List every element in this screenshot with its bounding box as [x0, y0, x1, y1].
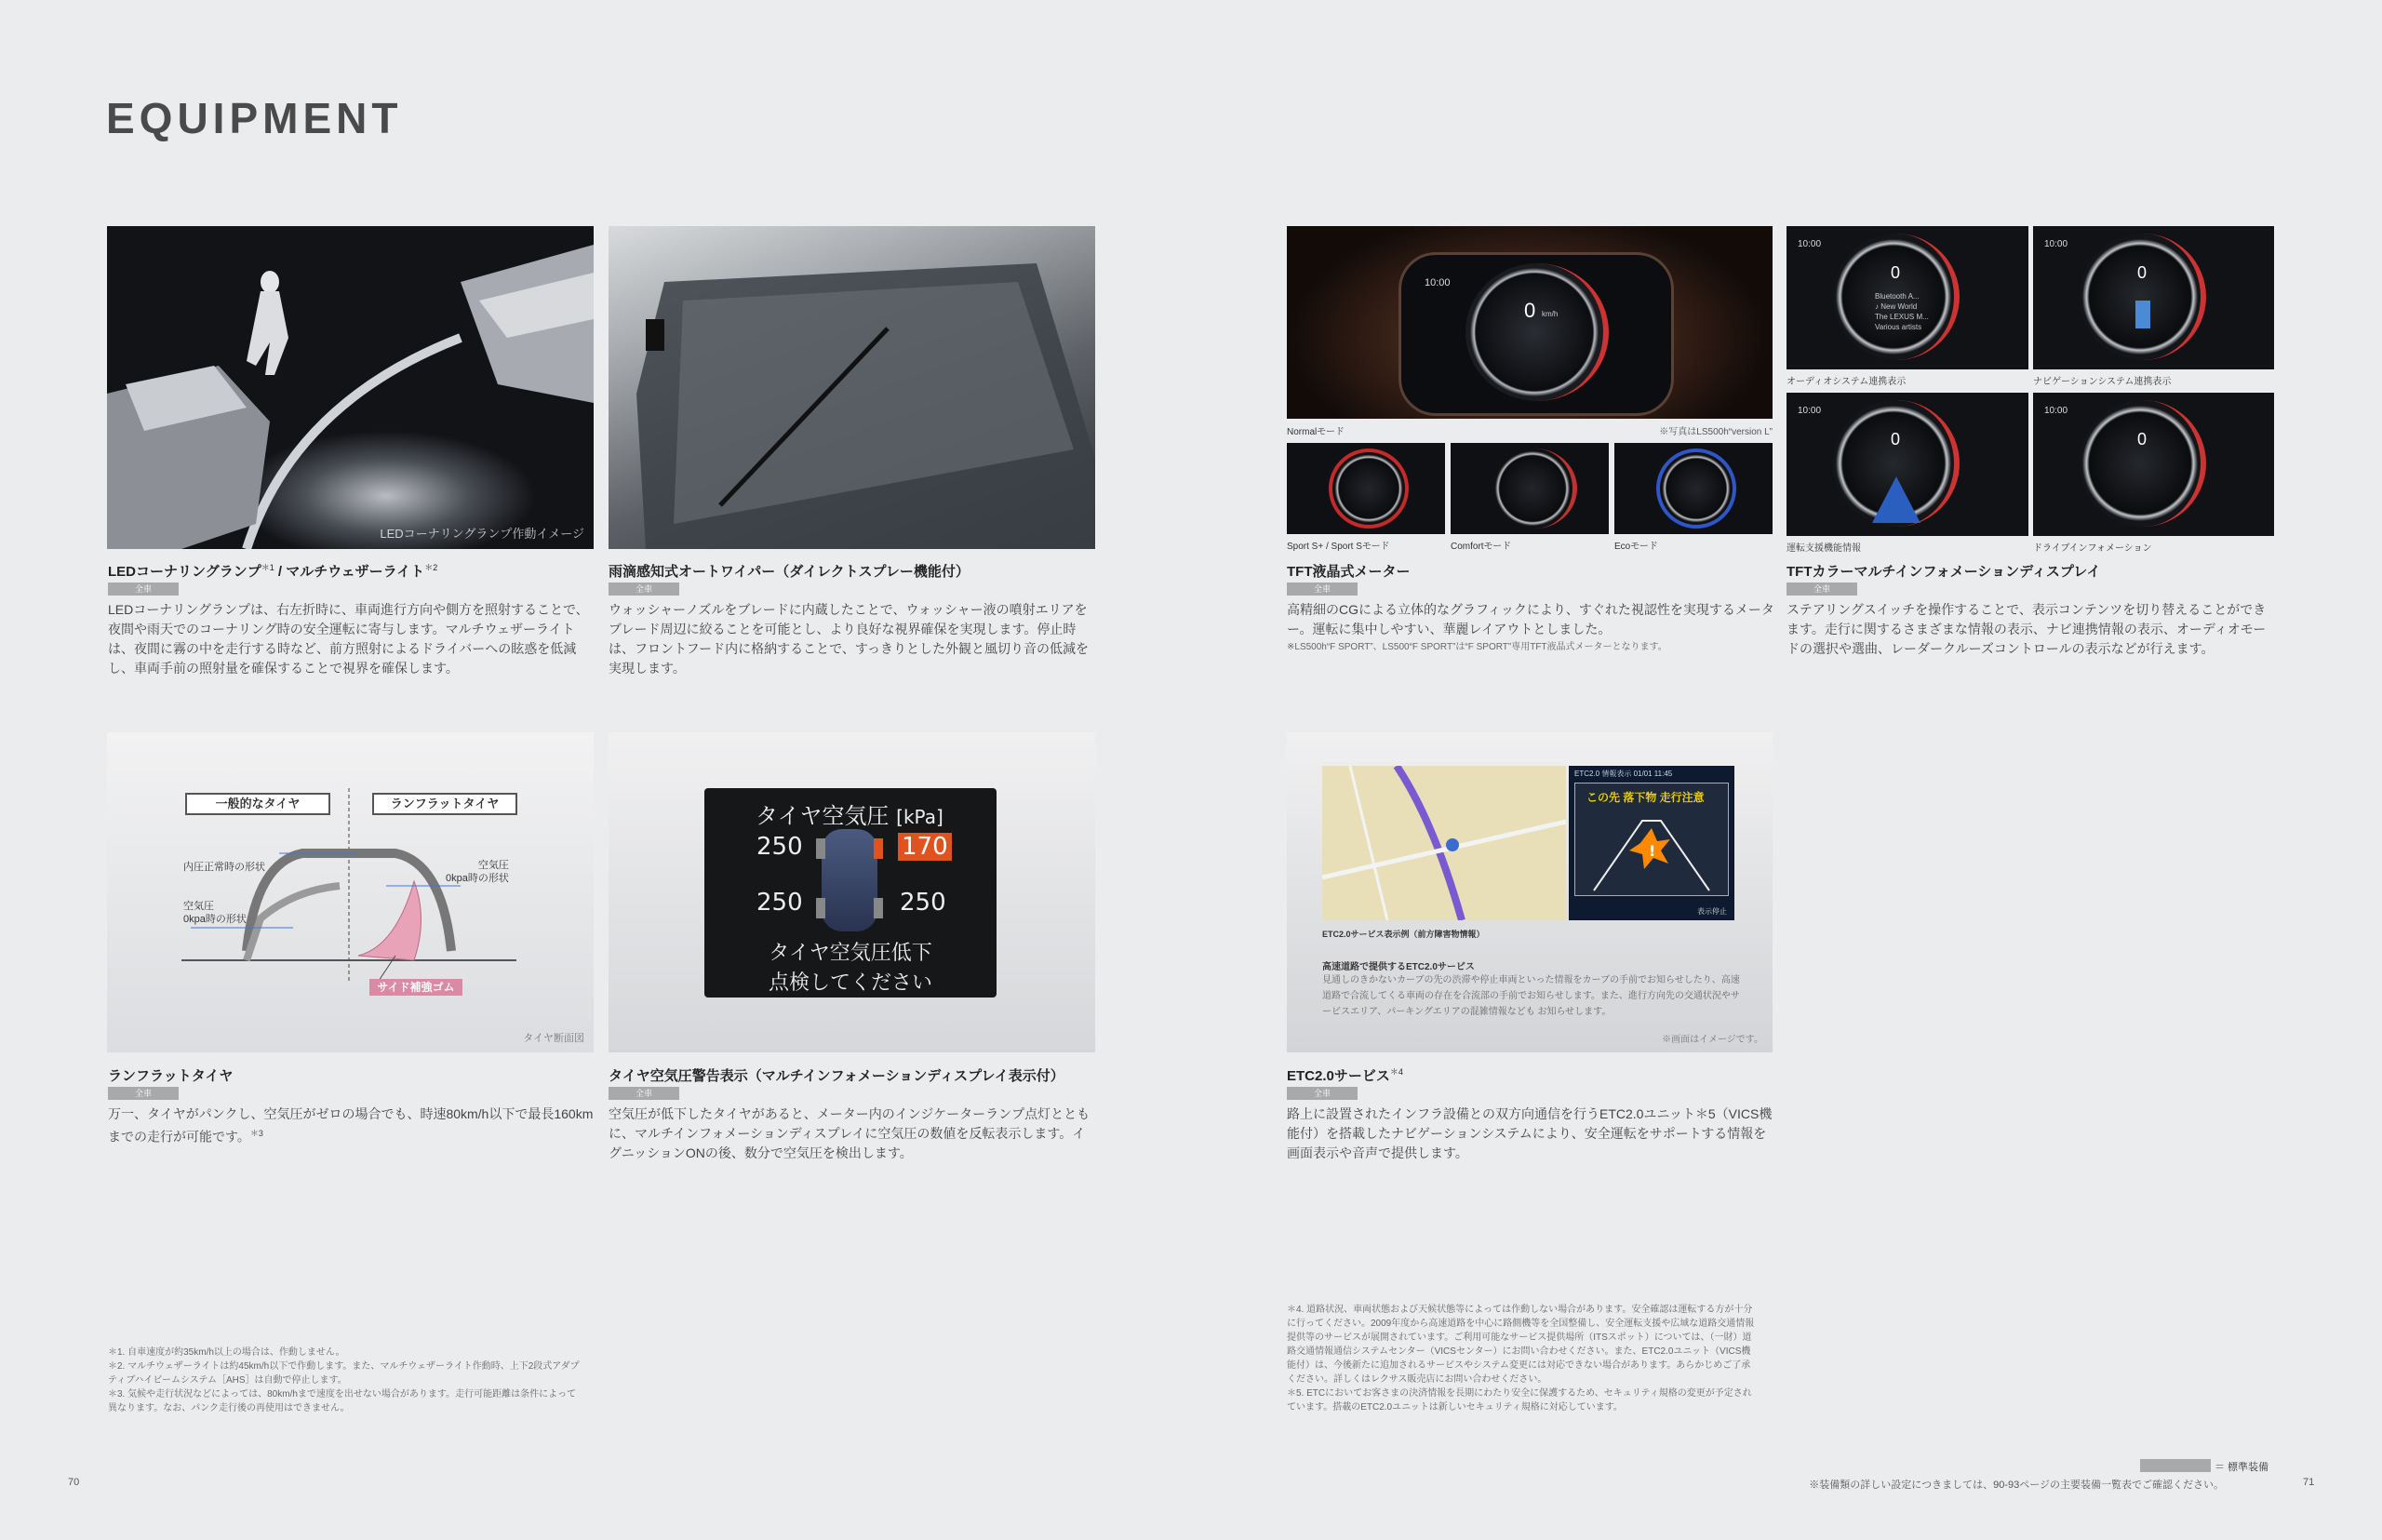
mid-body: ステアリングスイッチを操作することで、表示コンテンツを切り替えることができます。走行に関するさまざまな情報の表示、ナビ連携情報の表示、オーディオモードの選択や選曲、レーダークルーズコントロールの表示などが行えます。	[1786, 602, 2267, 656]
footnotes-left	[108, 1346, 584, 1415]
standard-badge: 全車	[1287, 1087, 1358, 1100]
page-number-right: 71	[2303, 1477, 2315, 1488]
etc-title: ETC2.0サービス$^{*4}$	[1287, 1067, 1403, 1084]
clock-text: 10:00	[1798, 239, 1822, 249]
zero-pressure-right: 空気圧 0kpa時の形状	[446, 860, 509, 884]
drive-assist-photo	[1786, 393, 2028, 536]
audio-info: Bluetooth A... ♪ New World The LEXUS M... Various artists	[1875, 292, 1929, 331]
audio-display-photo	[1786, 226, 2028, 369]
speed-text: 0	[2137, 430, 2148, 449]
speed-text: 0	[2137, 263, 2148, 282]
tire-rr-value: 250	[900, 889, 946, 917]
tire-fl-value: 250	[756, 833, 803, 861]
wiper-title: 雨滴感知式オートワイパー（ダイレクトスプレー機能付）	[609, 564, 970, 580]
footnotes-right	[1287, 1303, 1760, 1414]
tpms-screen	[704, 788, 997, 998]
speed-text: 0	[1524, 299, 1536, 322]
nav-arrow-icon	[2135, 301, 2150, 328]
footnote-3: ＊3. 気候や走行状況などによっては、80km/hまで速度を出せない場合があります。走行可能距離は条件によって異なります。なお、パンク走行後の再使用はできません。	[108, 1389, 577, 1413]
etc-sub-title: 高速道路で提供するETC2.0サービス	[1322, 962, 1475, 972]
audio-display-label: オーディオシステム連携表示	[1786, 377, 1907, 387]
clock-text: 10:00	[1798, 406, 1822, 416]
tire-rl-value: 250	[756, 889, 803, 917]
clock-text: 10:00	[2044, 406, 2068, 416]
runflat-title: ランフラットタイヤ	[108, 1068, 234, 1084]
nav-map	[1322, 766, 1566, 920]
footnote-2: ＊2. マルチウェザーライトは約45km/h以下で作動します。また、マルチウェザーライト作動時、上下2段式アダプティブハイビームシステム［AHS］は自動で停止します。	[108, 1361, 580, 1386]
speed-text: 0	[1891, 430, 1901, 449]
nav-display-label: ナビゲーションシステム連携表示	[2033, 377, 2172, 387]
zero-pressure-left: 空気圧 0kpa時の形状	[183, 901, 247, 925]
led-title: LEDコーナリングランプ$^{*1}$ / マルチウェザーライト$^{*2}$	[108, 563, 438, 580]
nav-display-photo	[2033, 226, 2274, 369]
car-top-view-icon	[822, 829, 877, 931]
standard-badge: 全車	[108, 1087, 179, 1100]
tft-footnote: ※LS500h“F SPORT”、LS500“F SPORT”は“F SPORT”専用TFT液晶式メーターとなります。	[1287, 642, 1667, 652]
tpms-screen-title: タイヤ空気圧 [kPa]	[756, 803, 943, 829]
speed-unit: km/h	[1542, 310, 1559, 318]
inner-pressure-label: 内圧正常時の形状	[183, 862, 265, 873]
lane-icon	[1872, 476, 1920, 523]
page-title: EQUIPMENT	[106, 94, 403, 142]
standard-badge: 全車	[609, 1087, 679, 1100]
standard-badge: 全車	[609, 583, 679, 596]
comfort-mode-photo	[1451, 443, 1609, 534]
footnote-5: ＊5. ETCにおいてお客さまの決済情報を長期にわたり安全に保護するため、セキュリティ規格の変更が予定されています。搭載のETC2.0ユニットは新しいセキュリティ規格に対応しています。	[1287, 1388, 1752, 1413]
clock-text: 10:00	[1425, 277, 1451, 288]
normal-tire-label: 一般的なタイヤ	[185, 793, 330, 815]
wiper-body: ウォッシャーノズルをブレードに内蔵したことで、ウォッシャー液の噴射エリアをブレード周辺に絞ることを可能とし、より良好な視界確保を実現します。停止時は、フロントフード内に格納することで、すっきりとした外観と風切り音の低減を実現します。	[609, 602, 1090, 676]
etc-stop-button[interactable]: 表示停止	[1697, 907, 1727, 916]
svg-text:!: !	[1649, 842, 1656, 860]
tpms-body: 空気圧が低下したタイヤがあると、メーター内のインジケーターランプ点灯とともに、マルチインフォメーションディスプレイに空気圧の数値を反転表示します。イグニッションONの後、数分で空気圧を検出します。	[609, 1106, 1091, 1160]
etc-warning-text: この先 落下物 走行注意	[1586, 791, 1705, 804]
runflat-diagram	[107, 732, 594, 1052]
etc-screen-caption: ETC2.0サービス表示例（前方障害物情報）	[1322, 930, 1485, 939]
runflat-tire-label: ランフラットタイヤ	[372, 793, 517, 815]
eco-mode-photo	[1614, 443, 1773, 534]
led-cornering-photo	[107, 226, 594, 549]
tpms-title: タイヤ空気圧警告表示（マルチインフォメーションディスプレイ表示付）	[609, 1068, 1064, 1084]
image-note: ※画面はイメージです。	[1662, 1035, 1763, 1045]
clock-text: 10:00	[2044, 239, 2068, 249]
tpms-panel	[609, 732, 1095, 1052]
tpms-warning-line1: タイヤ空気圧低下	[769, 942, 932, 965]
etc-screen	[1569, 766, 1734, 920]
etc-screen-header: ETC2.0 情報表示 01/01 11:45	[1574, 770, 1673, 778]
drive-info-label: ドライブインフォメーション	[2033, 543, 2152, 554]
etc-panel	[1287, 732, 1773, 1052]
drive-info-photo	[2033, 393, 2274, 536]
sport-mode-label: Sport S+ / Sport Sモード	[1287, 542, 1390, 552]
led-body: LEDコーナリングランプは、右左折時に、車両進行方向や側方を照射することで、夜間や雨天でのコーナリング時の安全運転に寄与します。マルチウェザーライトは、夜間に霧の中を走行する時など、前方照射によるドライバーへの眩惑を低減し、車両手前の照射量を確保することで視界を確保します。	[108, 602, 589, 676]
bottom-note: ※装備類の詳しい設定につきましては、90-93ページの主要装備一覧表でご確認ください。	[1809, 1480, 2224, 1491]
tft-title: TFT液晶式メーター	[1287, 564, 1411, 580]
photo-caption: LEDコーナリングランプ作動イメージ	[380, 527, 584, 541]
diagram-caption: タイヤ断面図	[523, 1033, 584, 1044]
side-rubber-label: サイド補強ゴム	[369, 979, 462, 996]
footnote-1: ＊1. 自車速度が約35km/h以上の場合は、作動しません。	[108, 1347, 345, 1358]
drive-assist-label: 運転支援機能情報	[1786, 543, 1861, 554]
tpms-warning-line2: 点検してください	[768, 971, 932, 995]
normal-mode-label: Normalモード	[1287, 427, 1345, 437]
wiper-photo	[609, 226, 1095, 549]
photo-note: ※写真はLS500h“version L”	[1659, 427, 1773, 437]
speed-text: 0	[1891, 263, 1901, 282]
standard-badge: 全車	[1287, 583, 1358, 596]
legend-swatch	[2140, 1459, 2211, 1472]
page-number-left: 70	[68, 1477, 80, 1488]
etc-sub-body: 見通しのきかないカーブの先の渋滞や停止車両といった情報をカーブの手前でお知らせしたり、高速道路で合流してくる車両の存在を合流部の手前でお知らせします。また、進行方向先の交通状況やサービスエリア、パーキングエリアの混雑情報なども お知らせします。	[1322, 975, 1740, 1017]
footnote-4: ＊4. 道路状況、車両状態および天候状態等によっては作動しない場合があります。安全確認は運転する方が十分に行ってください。2009年度から高速道路を中心に路側機等を全国整備し、安全運転支援や広域な道路交通情報提供等のサービスが展開されています。ご利用可能なサービス提供場所（ITSスポット）については、（一財）道路交通情報通信システムセンター（VICSセンター）にお問い合わせください。また、ETC2.0ユニット（VICS機能付）は、今後新たに追加されるサービスやシステム変更には対応できない場合があります。あらかじめご了承ください。詳しくはレクサス販売店にお問い合わせください。	[1287, 1305, 1755, 1385]
sport-mode-photo	[1287, 443, 1445, 534]
comfort-mode-label: Comfortモード	[1451, 542, 1512, 552]
tft-body: 高精細のCGによる立体的なグラフィックにより、すぐれた視認性を実現するメーター。運転に集中しやすい、華麗レイアウトとしました。	[1287, 602, 1774, 636]
etc-body: 路上に設置されたインフラ設備との双方向通信を行うETC2.0ユニット＊5（VICS機能付）を搭載したナビゲーションシステムにより、安全運転をサポートする情報を画面表示や音声で提供します。	[1287, 1106, 1773, 1160]
standard-badge: 全車	[108, 583, 179, 596]
runflat-body: 万一、タイヤがパンクし、空気圧がゼロの場合でも、時速80km/h以下で最長160kmまでの走行が可能です。$^{*3}$	[108, 1106, 594, 1145]
legend-text: ＝ 標準装備	[2215, 1462, 2269, 1473]
tire-fr-value: 170	[898, 833, 952, 861]
tft-normal-photo	[1287, 226, 1773, 419]
mid-title: TFTカラーマルチインフォメーションディスプレイ	[1786, 564, 2101, 580]
standard-badge: 全車	[1786, 583, 1857, 596]
eco-mode-label: Ecoモード	[1614, 542, 1658, 552]
